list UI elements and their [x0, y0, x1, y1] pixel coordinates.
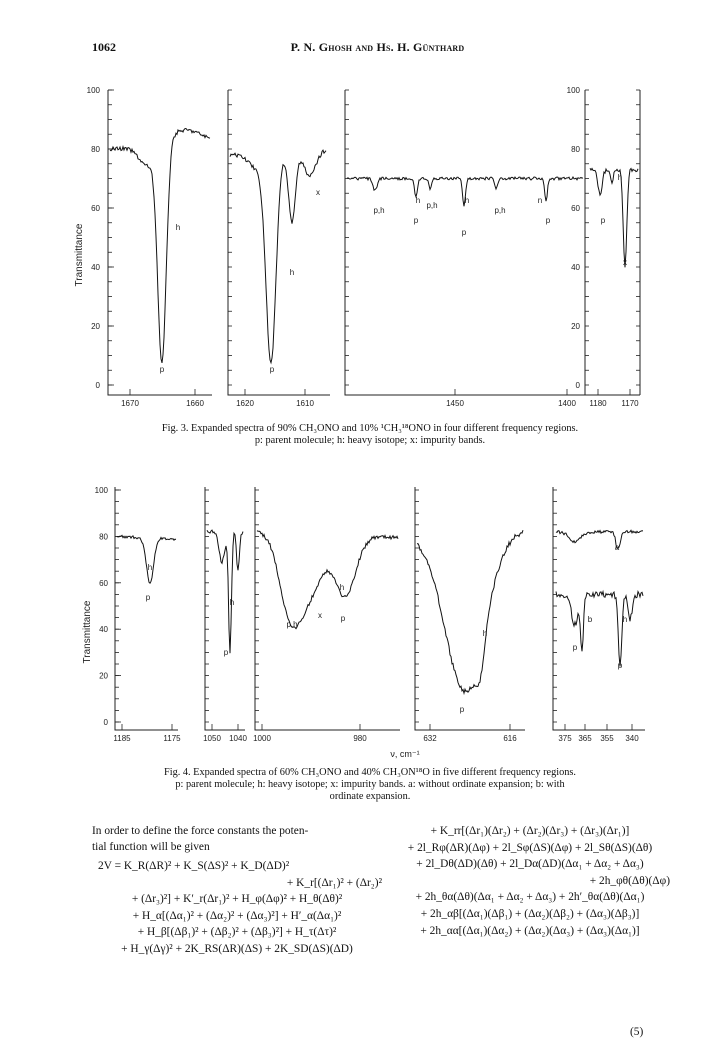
band-label: h — [617, 173, 623, 182]
band-label: h — [175, 223, 181, 232]
y-tick-label: 40 — [99, 625, 108, 635]
spectrum-trace — [117, 535, 176, 583]
band-label: h — [415, 196, 421, 205]
band-label: p — [600, 216, 606, 225]
equation-left-line: + H_β[(Δβ₁)² + (Δβ₂)² + (Δβ₃)²] + H_τ(Δτ)² — [137, 926, 337, 939]
y-axis-label: Transmittance — [74, 223, 85, 287]
spectrum-trace — [230, 150, 326, 363]
band-label: p — [269, 365, 275, 374]
figure-3-caption-line-2: p: parent molecule; h: heavy isotope; x: impurity bands. — [254, 435, 486, 446]
right-y-tick-label: 60 — [571, 204, 580, 213]
x-tick-label: 1660 — [186, 399, 204, 408]
y-tick-label: 100 — [94, 486, 108, 495]
band-label: p — [340, 614, 346, 623]
figure-4-caption-line-1: Fig. 4. Expanded spectra of 60% CH₃ONO and 40% CH₃ON¹⁸O in five different frequency regions. — [163, 767, 576, 778]
figure-3-spectra — [0, 75, 723, 415]
band-label: p — [545, 216, 551, 225]
spectrum-trace — [257, 531, 398, 629]
x-tick-label: 340 — [625, 734, 639, 743]
band-label: h — [464, 196, 470, 205]
x-tick-label: 1400 — [558, 399, 576, 408]
band-label: b — [587, 615, 593, 624]
x-tick-label: 1175 — [163, 734, 181, 743]
figure-4-caption-line-3: ordinate expansion. — [329, 791, 411, 802]
intro-line-2: tial function will be given — [92, 841, 210, 853]
band-label: h — [229, 598, 235, 607]
right-y-tick-label: 80 — [571, 145, 580, 154]
spectrum-trace — [556, 530, 643, 548]
y-tick-label: 20 — [99, 671, 108, 681]
x-tick-label: 1610 — [296, 399, 314, 408]
right-y-tick-label: 100 — [566, 86, 580, 95]
equation-right-line: + 2h_θα(Δθ)(Δα₁ + Δα₂ + Δα₃) + 2h′_θα(Δθ)(Δα₁) — [415, 891, 645, 904]
band-label: p — [159, 365, 165, 374]
spectrum-trace — [556, 592, 643, 667]
right-y-tick-label: 0 — [575, 381, 580, 390]
y-tick-label: 60 — [99, 578, 108, 588]
band-label: n — [537, 196, 543, 205]
x-tick-label: 355 — [600, 734, 614, 743]
spectrum-trace — [207, 530, 243, 653]
band-label: h — [147, 563, 153, 572]
equation-right-line: + 2l_Dθ(ΔD)(Δθ) + 2l_Dα(ΔD)(Δα₁ + Δα₂ + Δα₃) — [416, 858, 644, 871]
y-tick-label: 0 — [95, 381, 100, 390]
spectrum-trace — [110, 129, 210, 363]
band-label: x — [318, 611, 322, 620]
band-label: p — [617, 661, 623, 670]
right-y-tick-label: 40 — [571, 263, 580, 272]
y-tick-label: 60 — [91, 204, 100, 213]
figure-4-spectra — [0, 472, 723, 772]
y-tick-label: 80 — [91, 145, 100, 154]
running-header — [92, 40, 663, 58]
equation-left-line: + H_α[(Δα₁)² + (Δα₂)² + (Δα₃)²] + H′_α(Δα₁)² — [132, 909, 342, 922]
equation-right-line: + 2h_αα[(Δα₁)(Δα₂) + (Δα₂)(Δα₃) + (Δα₃)(Δα₁)] — [420, 924, 640, 937]
band-label: x — [623, 258, 627, 267]
x-tick-label: 616 — [503, 734, 517, 743]
figure-4-caption — [90, 767, 650, 803]
band-label: p — [461, 228, 467, 237]
page-number: 1062 — [92, 40, 116, 54]
x-tick-label: 375 — [558, 734, 572, 743]
x-tick-label: 1670 — [121, 399, 139, 408]
x-tick-label: 1450 — [446, 399, 464, 408]
equation-left-line: 2V = K_R(ΔR)² + K_S(ΔS)² + K_D(ΔD)² — [98, 860, 290, 872]
equation-right-line: + 2h_αβ[(Δα₁)(Δβ₁) + (Δα₂)(Δβ₂) + (Δα₃)(Δβ₃)] — [420, 907, 640, 920]
y-axis-label: Transmittance — [82, 600, 93, 664]
band-label: p — [413, 216, 419, 225]
y-tick-label: 40 — [91, 263, 100, 272]
equation-left-line: + (Δr₃)²] + K′_r(Δr₁)² + H_φ(Δφ)² + H_θ(Δθ)² — [131, 893, 343, 906]
x-tick-label: 1620 — [236, 399, 254, 408]
equation-left-column — [92, 858, 382, 958]
intro-line-1: In order to define the force constants the poten- — [92, 825, 309, 837]
x-tick-label: 365 — [578, 734, 592, 743]
equation-number: (5) — [630, 1026, 644, 1038]
band-label: p — [459, 705, 465, 714]
x-axis-unit: ν, cm⁻¹ — [390, 749, 420, 759]
equation-right-line: + 2h_φθ(Δθ)(Δφ) — [589, 874, 670, 887]
spectrum-trace — [590, 168, 638, 267]
figure-3-caption-line-1: Fig. 3. Expanded spectra of 90% CH₃ONO and 10% ¹CH₃¹⁸ONO in four different frequency regions. — [161, 423, 579, 434]
y-tick-label: 20 — [91, 322, 100, 331]
equation-right-line: + 2l_Rφ(ΔR)(Δφ) + 2l_Sφ(ΔS)(Δφ) + 2l_Sθ(ΔS)(Δθ) — [407, 841, 653, 854]
y-tick-label: 80 — [99, 532, 108, 542]
equation-right-column — [390, 823, 670, 939]
x-tick-label: 980 — [353, 734, 367, 743]
equation-left-line: + K_r[(Δr₁)² + (Δr₂)² — [286, 876, 382, 889]
x-tick-label: 1185 — [113, 734, 131, 743]
band-label: p — [223, 648, 229, 657]
band-label: h — [482, 629, 488, 638]
running-title: P. N. Ghosh and Hs. H. Günthard — [290, 40, 465, 54]
x-tick-label: 1180 — [589, 399, 607, 408]
band-label: h — [622, 615, 628, 624]
x-tick-label: 1000 — [253, 734, 271, 743]
x-tick-label: 1040 — [229, 734, 247, 743]
band-label: p,h — [426, 201, 438, 210]
equation-right-line: + K_rr[(Δr₁)(Δr₂) + (Δr₂)(Δr₃) + (Δr₃)(Δr₁)] — [430, 825, 630, 837]
x-tick-label: 1050 — [203, 734, 221, 743]
band-label: p — [145, 593, 151, 602]
intro-paragraph — [92, 823, 392, 855]
band-label: x — [316, 188, 320, 197]
y-tick-label: 100 — [86, 86, 100, 95]
band-label: p,h — [373, 206, 385, 215]
band-label: p — [572, 643, 578, 652]
band-label: h — [289, 268, 295, 277]
right-y-tick-label: 20 — [571, 322, 580, 331]
band-label: h — [339, 583, 345, 592]
band-label: a — [614, 543, 620, 552]
x-tick-label: 632 — [423, 734, 437, 743]
x-tick-label: 1170 — [621, 399, 639, 408]
y-tick-label: 0 — [103, 718, 108, 727]
figure-3-caption — [90, 423, 650, 447]
band-label: p,h — [286, 620, 298, 629]
equation-left-line: + H_γ(Δγ)² + 2K_RS(ΔR)(ΔS) + 2K_SD(ΔS)(ΔD) — [121, 942, 353, 955]
band-label: p,h — [494, 206, 506, 215]
spectrum-trace — [417, 530, 523, 693]
figure-4-caption-line-2: p: parent molecule; h: heavy isotope; x: impurity bands. a: without ordinate expansion; b: with — [175, 779, 565, 790]
